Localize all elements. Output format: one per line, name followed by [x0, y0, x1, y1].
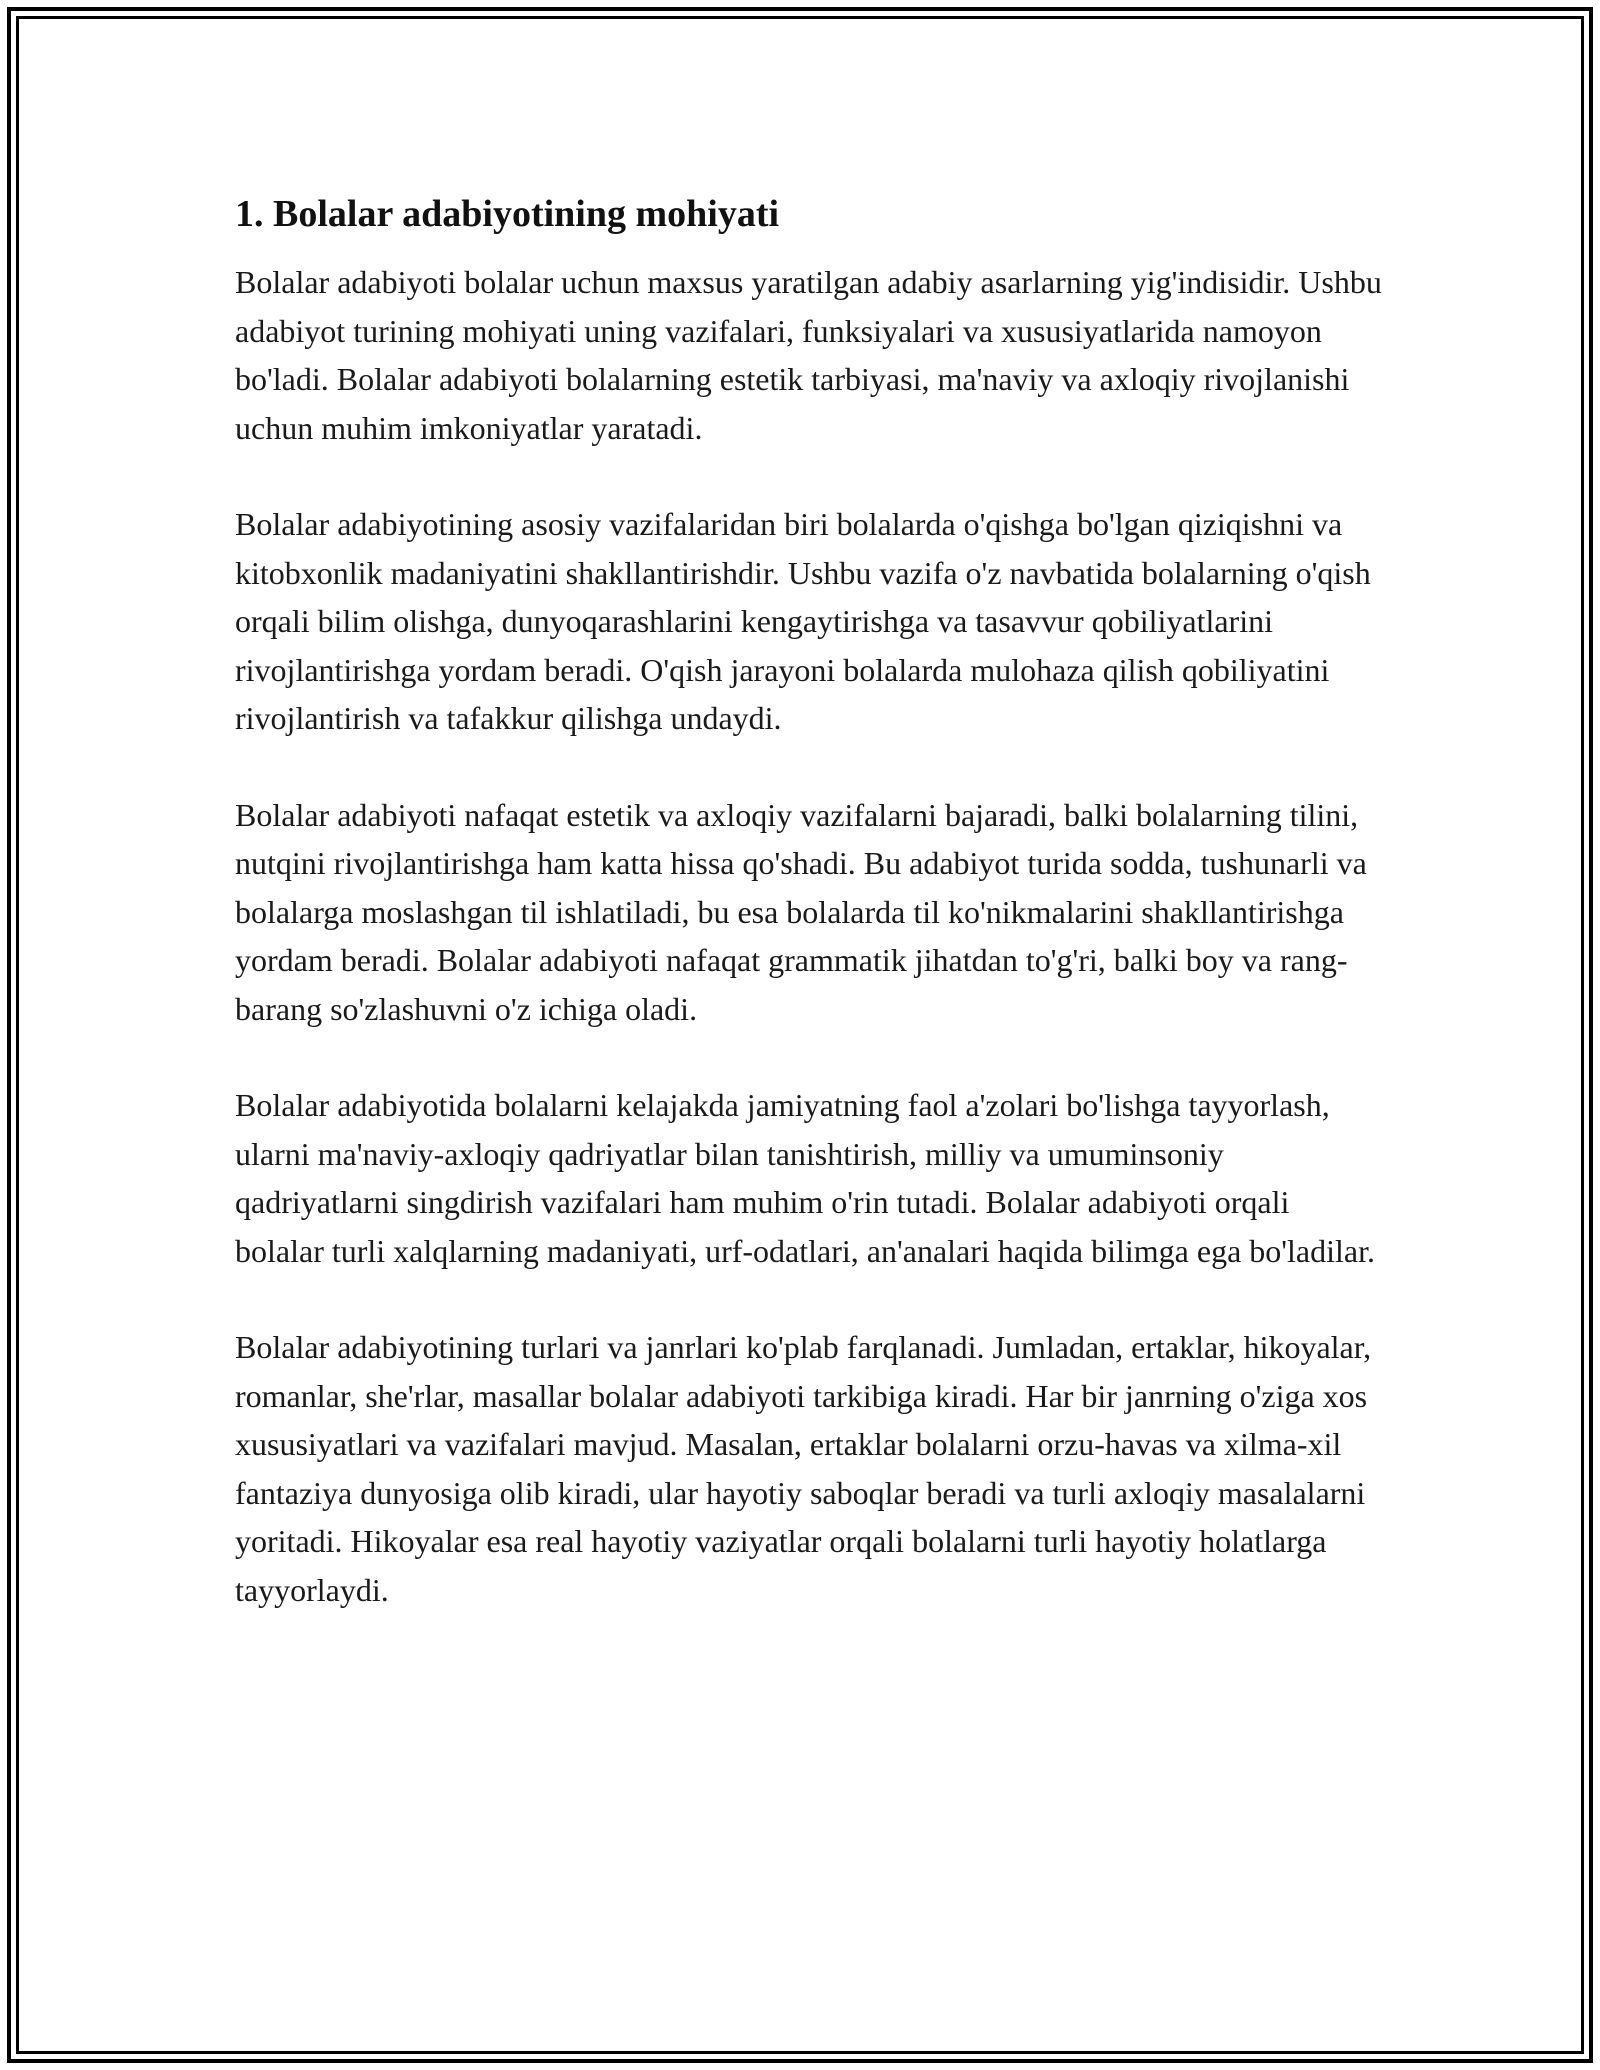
paragraph-5: Bolalar adabiyotining turlari va janrlari ko'plab farqlanadi. Jumladan, ertaklar, hikoyalar, romanlar, she'rlar, masallar bolalar adabiyoti tarkibiga kiradi. Har bir janrning o'ziga xos xususiyatlari va vazifalari mavjud. Masalan, ertaklar bolalarni orzu-havas va xilma-xil fantaziya dunyosiga olib kiradi, ular hayotiy saboqlar beradi va turli axloqiy masalalarni yoritadi. Hikoyalar esa real hayotiy vaziyatlar orqali bolalarni turli hayotiy holatlarga tayyorlaydi. — [235, 1329, 1372, 1608]
paragraph-4: Bolalar adabiyotida bolalarni kelajakda jamiyatning faol a'zolari bo'lishga tayyorlash, ularni ma'naviy-axloqiy qadriyatlar bilan tanishtirish, milliy va umuminsoniy qadriyatlarni singdirish vazifalari ham muhim o'rin tutadi. Bolalar adabiyoti orqali bolalar turli xalqlarning madaniyati, urf-odatlari, an'analari haqida bilimga ega bo'ladilar. — [235, 1087, 1375, 1269]
document-body — [235, 186, 1385, 1614]
paragraph-3: Bolalar adabiyoti nafaqat estetik va axloqiy vazifalarni bajaradi, balki bolalarning tilini, nutqini rivojlantirishga ham katta hissa qo'shadi. Bu adabiyot turida sodda, tushunarli va bolalarga moslashgan til ishlatiladi, bu esa bolalarda til ko'nikmalarini shakllantirishga yordam beradi. Bolalar adabiyoti nafaqat grammatik jihatdan to'g'ri, balki boy va rang-barang so'zlashuvni o'z ichiga oladi. — [235, 796, 1367, 1027]
paragraph-1: Bolalar adabiyoti bolalar uchun maxsus yaratilgan adabiy asarlarning yig'indisidir. Ushbu adabiyot turining mohiyati uning vazifalari, funksiyalari va xususiyatlarida namoyon bo'ladi. Bolalar adabiyoti bolalarning estetik tarbiyasi, ma'naviy va axloqiy rivojlanishi uchun muhim imkoniyatlar yaratadi. — [235, 264, 1382, 446]
section-heading: 1. Bolalar adabiyotining mohiyati — [235, 193, 780, 235]
paragraph-2: Bolalar adabiyotining asosiy vazifalaridan biri bolalarda o'qishga bo'lgan qiziqishni va kitobxonlik madaniyatini shakllantirishdir. Ushbu vazifa o'z navbatida bolalarning o'qish orqali bilim olishga, dunyoqarashlarini kengaytirishga va tasavvur qobiliyatlarini rivojlantirishga yordam beradi. O'qish jarayoni bolalarda mulohaza qilish qobiliyatini rivojlantirish va tafakkur qilishga undaydi. — [235, 506, 1371, 736]
